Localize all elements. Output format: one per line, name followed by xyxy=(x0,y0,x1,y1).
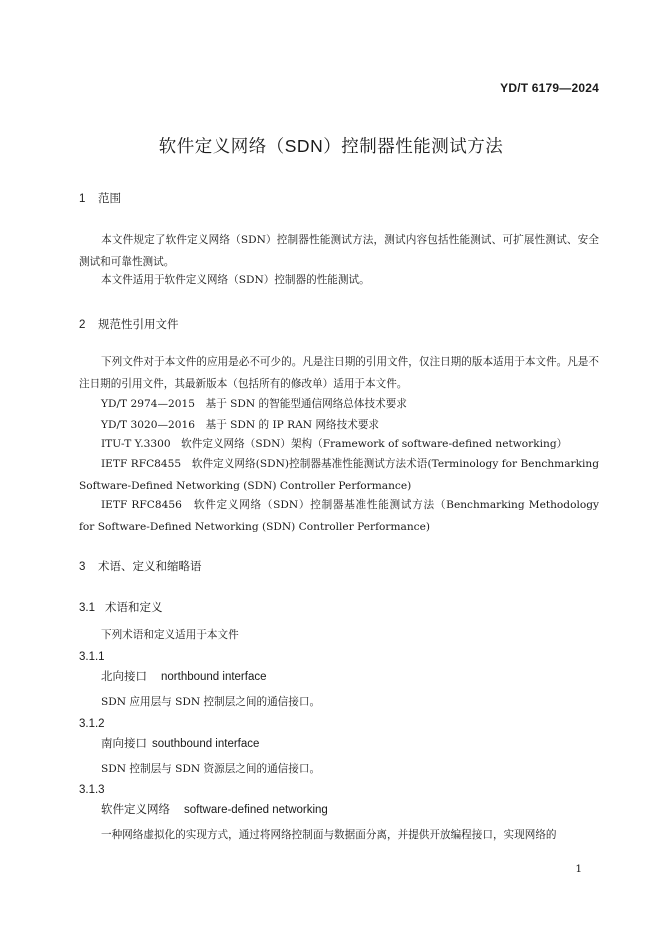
section-title: 术语、定义和缩略语 xyxy=(98,561,202,573)
section-title: 范围 xyxy=(98,193,121,205)
refs-paragraph xyxy=(79,352,599,395)
reference-text: ITU-T Y.3300 软件定义网络（SDN）架构（Framework of software-defined networking） xyxy=(101,438,568,450)
document-number: YD/T 6179—2024 xyxy=(500,81,599,95)
term-english: northbound interface xyxy=(161,671,267,683)
section-number: 1 xyxy=(79,193,86,205)
term-definition: SDN 控制层与 SDN 资源层之间的通信接口。 xyxy=(101,763,321,775)
paragraph-text: 本文件适用于软件定义网络（SDN）控制器的性能测试。 xyxy=(101,274,370,286)
term-heading xyxy=(101,801,328,817)
subsection-title: 术语和定义 xyxy=(105,602,163,614)
scope-paragraph-2 xyxy=(79,270,599,292)
reference-item xyxy=(79,454,599,497)
section-2-heading xyxy=(79,316,179,332)
paragraph-text: 本文件规定了软件定义网络（SDN）控制器性能测试方法，测试内容包括性能测试、可扩展性测试、安全测试和可靠性测试。 xyxy=(79,234,599,268)
term-chinese: 北向接口 xyxy=(101,671,147,683)
section-number: 3 xyxy=(79,561,86,573)
term-definition: 一种网络虚拟化的实现方式，通过将网络控制面与数据面分离，并提供开放编程接口，实现网络的 xyxy=(101,829,557,841)
document-title: 软件定义网络（SDN）控制器性能测试方法 xyxy=(158,136,504,156)
subsection-3-1-heading xyxy=(79,599,163,615)
subsection-number: 3.1 xyxy=(79,602,95,614)
paragraph-text: 下列文件对于本文件的应用是必不可少的。凡是注日期的引用文件，仅注日期的版本适用于本文件。凡是不注日期的引用文件，其最新版本（包括所有的修改单）适用于本文件。 xyxy=(79,356,599,390)
term-heading xyxy=(101,668,267,684)
term-number: 3.1.2 xyxy=(79,718,105,730)
reference-item xyxy=(79,495,599,538)
section-3-heading xyxy=(79,558,202,574)
term-english: software-defined networking xyxy=(184,804,328,816)
reference-item xyxy=(79,434,599,456)
section-number: 2 xyxy=(79,319,86,331)
reference-text: YD/T 2974—2015 基于 SDN 的智能型通信网络总体技术要求 xyxy=(101,398,407,410)
term-number: 3.1.3 xyxy=(79,784,105,796)
term-english: southbound interface xyxy=(152,738,260,750)
page-number: 1 xyxy=(575,863,582,875)
term-number: 3.1.1 xyxy=(79,651,105,663)
term-chinese: 软件定义网络 xyxy=(101,804,170,816)
reference-text: IETF RFC8456 软件定义网络（SDN）控制器基准性能测试方法（Benchmarking Methodology for Software-Defined Networking (SDN) Controller Performance) xyxy=(79,499,599,533)
reference-text: IETF RFC8455 软件定义网络(SDN)控制器基准性能测试方法术语(Terminology for Benchmarking Software-Defined Networking (SDN) Controller Performance) xyxy=(79,458,599,492)
section-1-heading xyxy=(79,190,121,206)
section-title: 规范性引用文件 xyxy=(98,319,179,331)
reference-text: YD/T 3020—2016 基于 SDN 的 IP RAN 网络技术要求 xyxy=(101,419,380,431)
reference-item xyxy=(79,394,599,416)
term-definition: SDN 应用层与 SDN 控制层之间的通信接口。 xyxy=(101,696,321,708)
terms-intro: 下列术语和定义适用于本文件 xyxy=(101,629,239,641)
term-heading xyxy=(101,735,259,751)
scope-paragraph-1 xyxy=(79,230,599,273)
term-chinese: 南向接口 xyxy=(101,738,147,750)
